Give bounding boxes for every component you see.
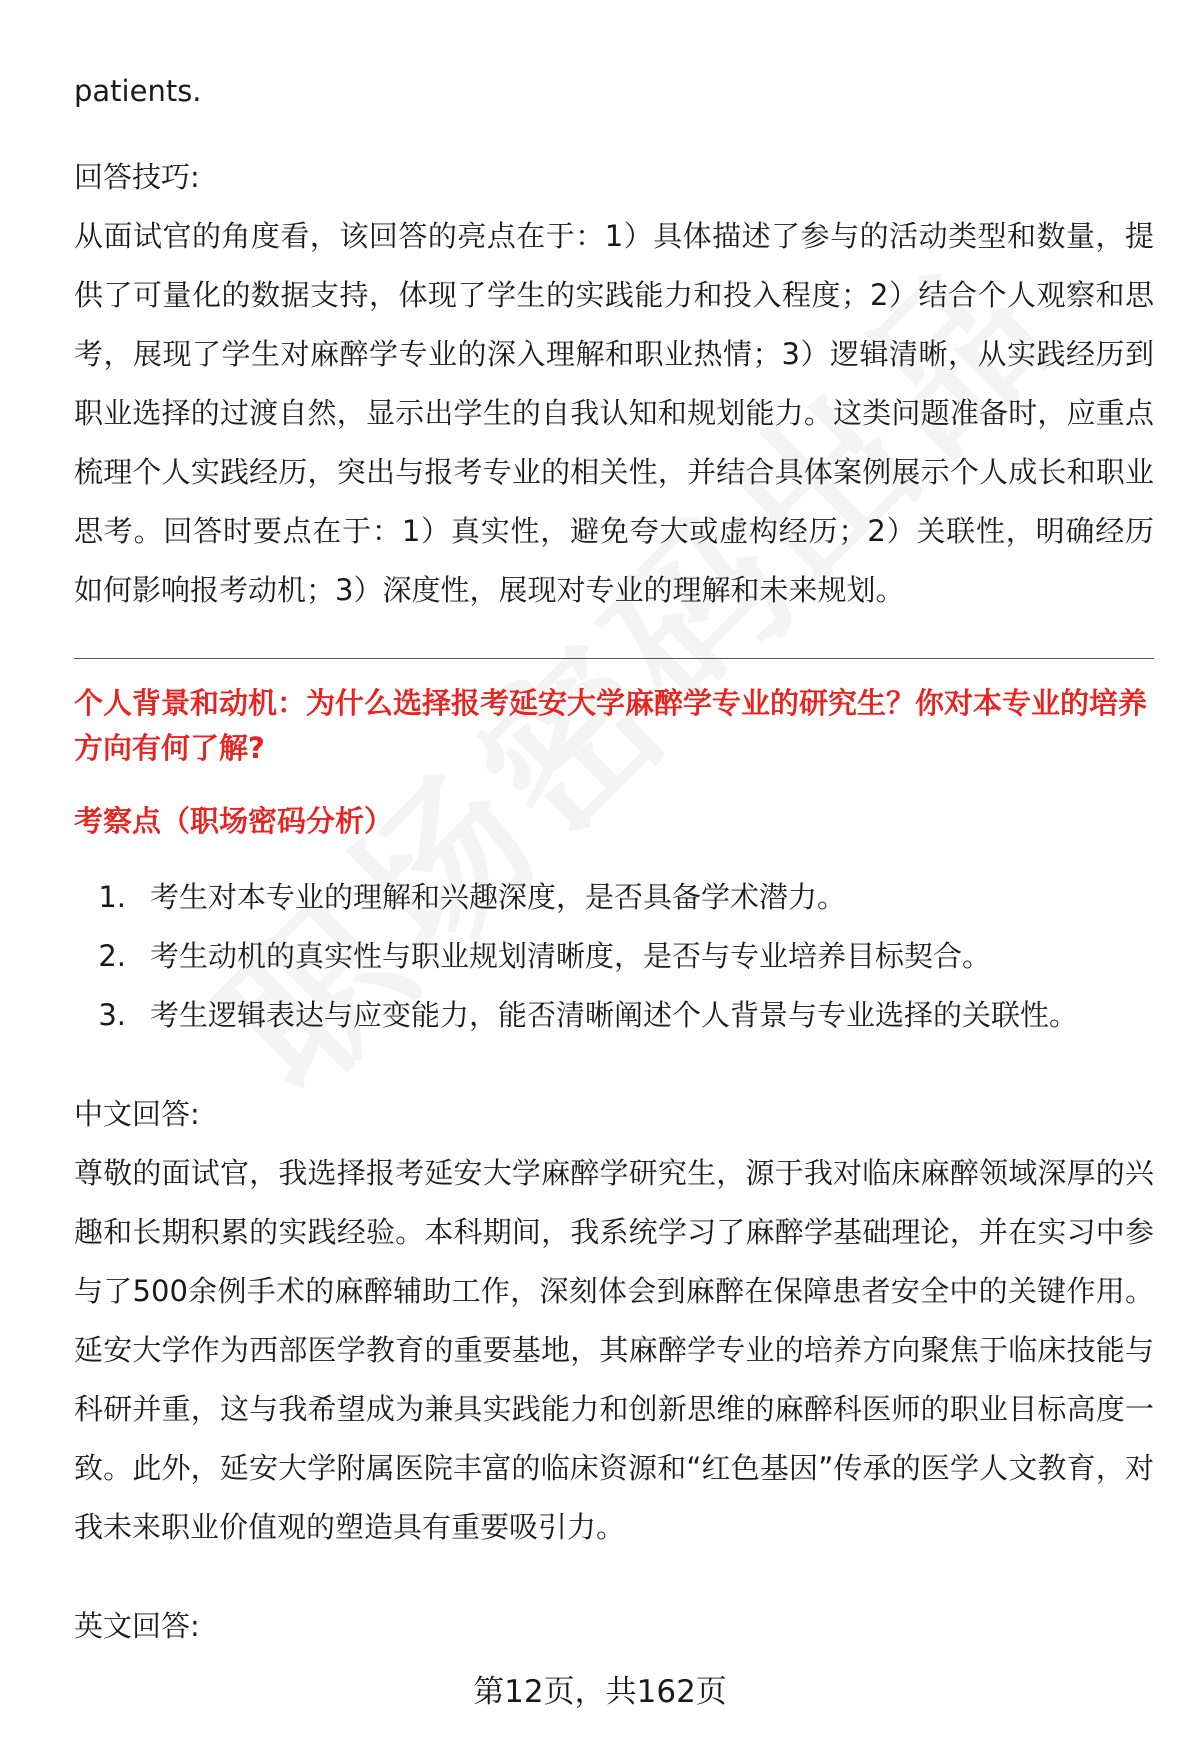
list-item-text: 考生动机的真实性与职业规划清晰度，是否与专业培养目标契合。: [150, 939, 992, 973]
list-item: [74, 986, 1154, 1045]
chinese-answer-body: 尊敬的面试官，我选择报考延安大学麻醉学研究生，源于我对临床麻醉领域深厚的兴趣和长期积累的实践经验。本科期间，我系统学习了麻醉学基础理论，并在实习中参与了500余例手术的麻醉辅助工作，深刻体会到麻醉在保障患者安全中的关键作用。延安大学作为西部医学教育的重要基地，其麻醉学专业的培养方向聚焦于临床技能与科研并重，这与我希望成为兼具实践能力和创新思维的麻醉科医师的职业目标高度一致。此外，延安大学附属医院丰富的临床资源和“红色基因”传承的医学人文教育，对我未来职业价值观的塑造具有重要吸引力。: [74, 1156, 1154, 1544]
page-number-footer: 第12页，共162页: [473, 1674, 727, 1710]
list-item-number: 2.: [98, 939, 126, 973]
list-item: [74, 868, 1154, 927]
english-answer-label: 英文回答:: [74, 1609, 200, 1643]
list-item-number: 3.: [98, 998, 126, 1032]
list-item-text: 考生逻辑表达与应变能力，能否清晰阐述个人背景与专业选择的关联性。: [150, 998, 1079, 1032]
list-item: [74, 927, 1154, 986]
top-fragment: patients.: [74, 74, 202, 108]
question-heading: 个人背景和动机：为什么选择报考延安大学麻醉学专业的研究生？你对本专业的培养方向有何了解?: [74, 686, 1148, 765]
list-item-number: 1.: [98, 880, 126, 914]
analysis-points-list: [74, 868, 1154, 1045]
tips-label: 回答技巧:: [74, 160, 200, 194]
document-page: [74, 62, 1154, 1656]
tips-body: 从面试官的角度看，该回答的亮点在于：1）具体描述了参与的活动类型和数量，提供了可量化的数据支持，体现了学生的实践能力和投入程度；2）结合个人观察和思考，展现了学生对麻醉学专业的深入理解和职业热情；3）逻辑清晰，从实践经历到职业选择的过渡自然，显示出学生的自我认知和规划能力。这类问题准备时，应重点梳理个人实践经历，突出与报考专业的相关性，并结合具体案例展示个人成长和职业思考。回答时要点在于：1）真实性，避免夸大或虚构经历；2）关联性，明确经历如何影响报考动机；3）深度性，展现对专业的理解和未来规划。: [74, 219, 1154, 607]
chinese-answer-label: 中文回答:: [74, 1097, 200, 1131]
section-divider: [74, 658, 1154, 659]
list-item-text: 考生对本专业的理解和兴趣深度，是否具备学术潜力。: [150, 880, 847, 914]
analysis-heading: 考察点（职场密码分析）: [74, 804, 394, 838]
